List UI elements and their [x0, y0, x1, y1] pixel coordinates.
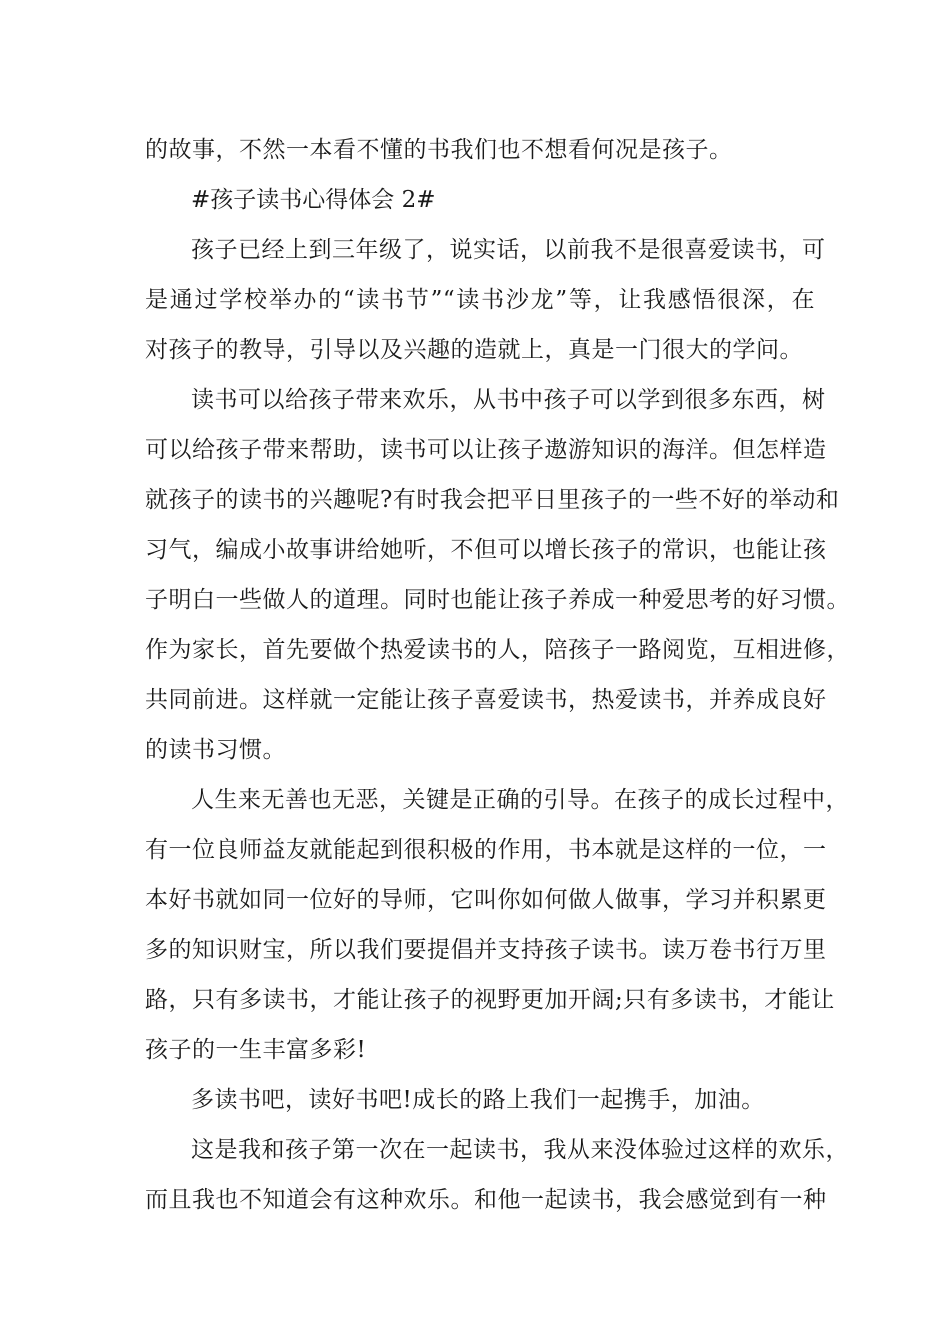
text-line: 人生来无善也无恶，关键是正确的引导。在孩子的成长过程中，	[191, 787, 849, 813]
text-line: 有一位良师益友就能起到很积极的作用，书本就是这样的一位，一	[145, 837, 827, 863]
text-line: 的读书习惯。	[145, 737, 286, 763]
text-line: 孩子的一生丰富多彩!	[145, 1037, 367, 1063]
text-line: 读书可以给孩子带来欢乐，从书中孩子可以学到很多东西，树	[191, 387, 826, 413]
text-line: 作为家长，首先要做个热爱读书的人，陪孩子一路阅览，互相进修，	[145, 637, 850, 663]
text-line: 就孩子的读书的兴趣呢?有时我会把平日里孩子的一些不好的举动和	[145, 487, 840, 513]
section-heading: #孩子读书心得体会 2#	[191, 187, 436, 213]
text-line: 是通过学校举办的“读书节”“读书沙龙”等，让我感悟很深，在	[145, 287, 815, 313]
text-line: 本好书就如同一位好的导师，它叫你如何做人做事，学习并积累更	[145, 887, 827, 913]
text-line: 对孩子的教导，引导以及兴趣的造就上，真是一门很大的学问。	[145, 337, 803, 363]
text-line: 的故事，不然一本看不懂的书我们也不想看何况是孩子。	[145, 137, 733, 163]
text-line: 习气，编成小故事讲给她听，不但可以增长孩子的常识，也能让孩	[145, 537, 827, 563]
text-line: 这是我和孩子第一次在一起读书，我从来没体验过这样的欢乐，	[191, 1137, 849, 1163]
text-line: 孩子已经上到三年级了，说实话，以前我不是很喜爱读书，可	[191, 237, 826, 263]
text-line: 多读书吧，读好书吧!成长的路上我们一起携手，加油。	[191, 1087, 765, 1113]
text-line: 子明白一些做人的道理。同时也能让孩子养成一种爱思考的好习惯。	[145, 587, 850, 613]
text-line: 可以给孩子带来帮助，读书可以让孩子遨游知识的海洋。但怎样造	[145, 437, 827, 463]
text-line: 多的知识财宝，所以我们要提倡并支持孩子读书。读万卷书行万里	[145, 937, 827, 963]
text-line: 共同前进。这样就一定能让孩子喜爱读书，热爱读书，并养成良好	[145, 687, 827, 713]
text-line: 而且我也不知道会有这种欢乐。和他一起读书，我会感觉到有一种	[145, 1187, 827, 1213]
text-line: 路，只有多读书，才能让孩子的视野更加开阔;只有多读书，才能让	[145, 987, 835, 1013]
